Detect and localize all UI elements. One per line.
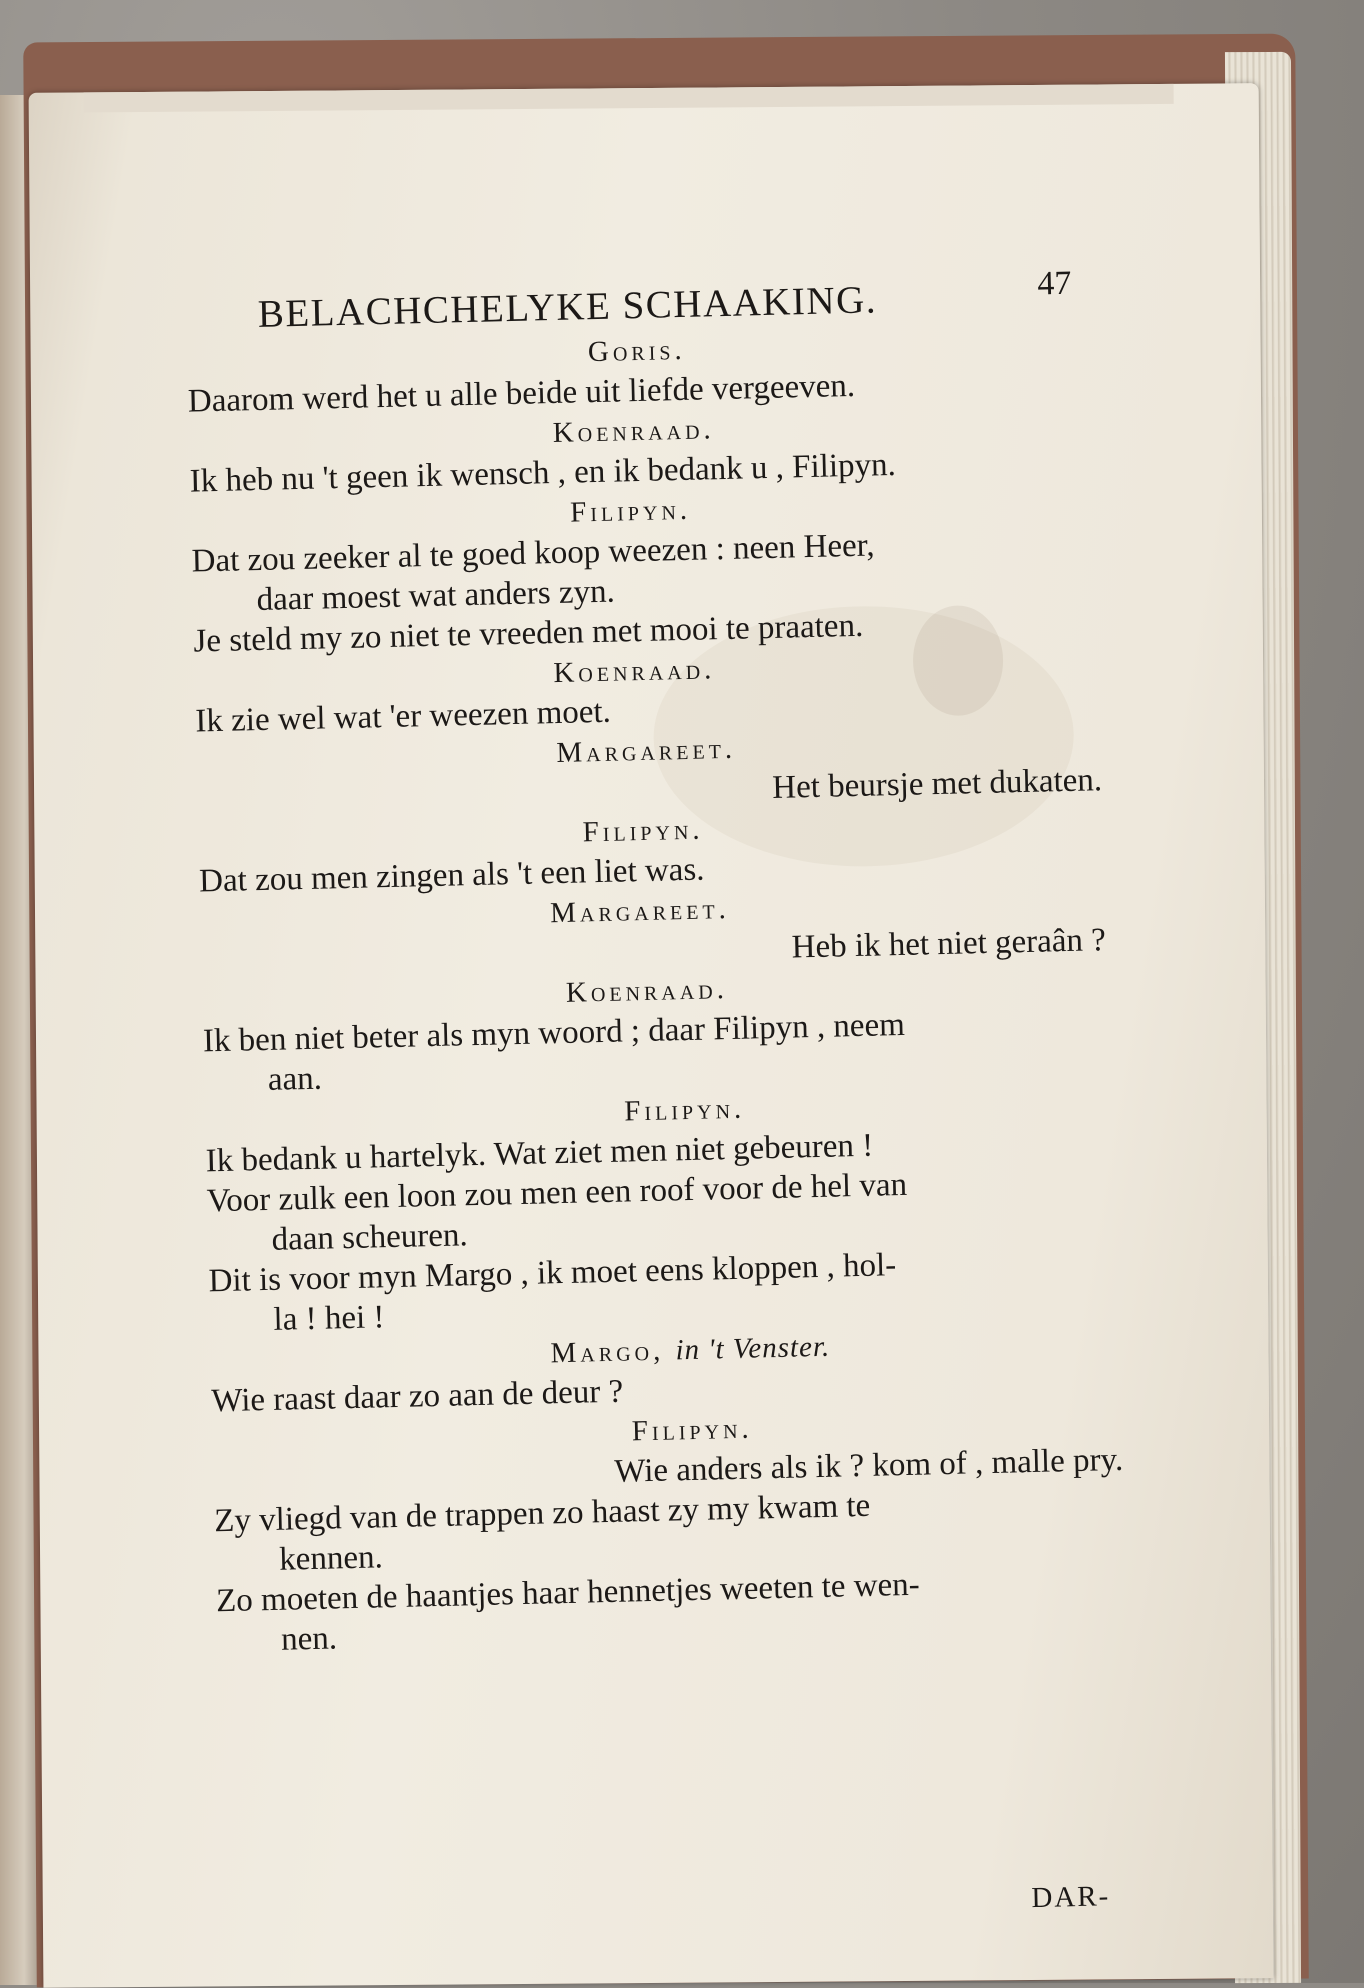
speaker-name: Goris. <box>587 333 687 369</box>
book-page <box>29 83 1274 1988</box>
verse-line: Heb ik het niet geraân ? <box>791 922 1107 966</box>
verse-line: Het beursje met dukaten. <box>771 762 1103 806</box>
verse-line: Daarom werd het u alle beide uit liefde vergeeven. <box>187 367 856 420</box>
verse-line: Wie anders als ik ? kom of , malle pry. <box>614 1441 1124 1490</box>
verse-line: daar moest wat anders zyn. <box>256 573 616 619</box>
speaker-name: Koenraad. <box>552 413 716 450</box>
speaker-name: Koenraad. <box>553 653 716 690</box>
verse-line: Dat zou zeeker al te goed koop weezen : neen Heer, <box>191 527 875 580</box>
verse-line: daan scheuren. <box>271 1217 469 1258</box>
text-block <box>185 260 1137 1915</box>
speaker-name: Margo, <box>550 1334 665 1370</box>
speaker-name: Koenraad. <box>565 973 729 1009</box>
verse-line: Wie raast daar zo aan de deur ? <box>211 1373 624 1420</box>
verse-line: Ik zie wel wat 'er weezen moet. <box>195 693 612 740</box>
verse-line: aan. <box>267 1060 323 1098</box>
verse-line: Je steld my zo niet te vreeden met mooi te praaten. <box>193 607 864 660</box>
speaker-name: Filipyn. <box>623 1092 746 1128</box>
verse-line: Dat zou men zingen als 't een liet was. <box>198 851 705 900</box>
speaker-name: Filipyn. <box>582 813 704 849</box>
verse-line: nen. <box>280 1620 338 1658</box>
verse-line: Voor zulk een loon zou men een roof voor de hel van <box>206 1166 908 1220</box>
catchword: DAR- <box>1031 1880 1111 1915</box>
speaker-name: Margareet. <box>556 732 737 770</box>
verse-line: la ! hei ! <box>273 1299 385 1338</box>
verse-line: Ik heb nu 't geen ik wensch , en ik bedank u , Filipyn. <box>189 446 897 500</box>
speaker-name: Filipyn. <box>569 493 692 529</box>
speaker-name: Filipyn. <box>631 1412 754 1448</box>
verse-line: kennen. <box>278 1539 384 1578</box>
stage-direction: in 't Venster. <box>675 1330 831 1367</box>
verse-line: Dit is voor myn Margo , ik moet eens kloppen , hol- <box>208 1247 897 1300</box>
running-title: BELACHCHELYKE SCHAAKING. <box>257 278 878 336</box>
speaker-name: Margareet. <box>549 892 731 930</box>
verse-line: Zy vliegd van de trappen zo haast zy my kwam te <box>213 1487 871 1540</box>
verse-line: Zo moeten de haantjes haar hennetjes weeten te wen- <box>215 1566 921 1620</box>
verse-line: Ik bedank u hartelyk. Wat ziet men niet gebeuren ! <box>205 1127 874 1180</box>
page-number: 47 <box>1036 264 1072 303</box>
verse-line: Ik ben niet beter als myn woord ; daar Filipyn , neem <box>202 1006 906 1060</box>
